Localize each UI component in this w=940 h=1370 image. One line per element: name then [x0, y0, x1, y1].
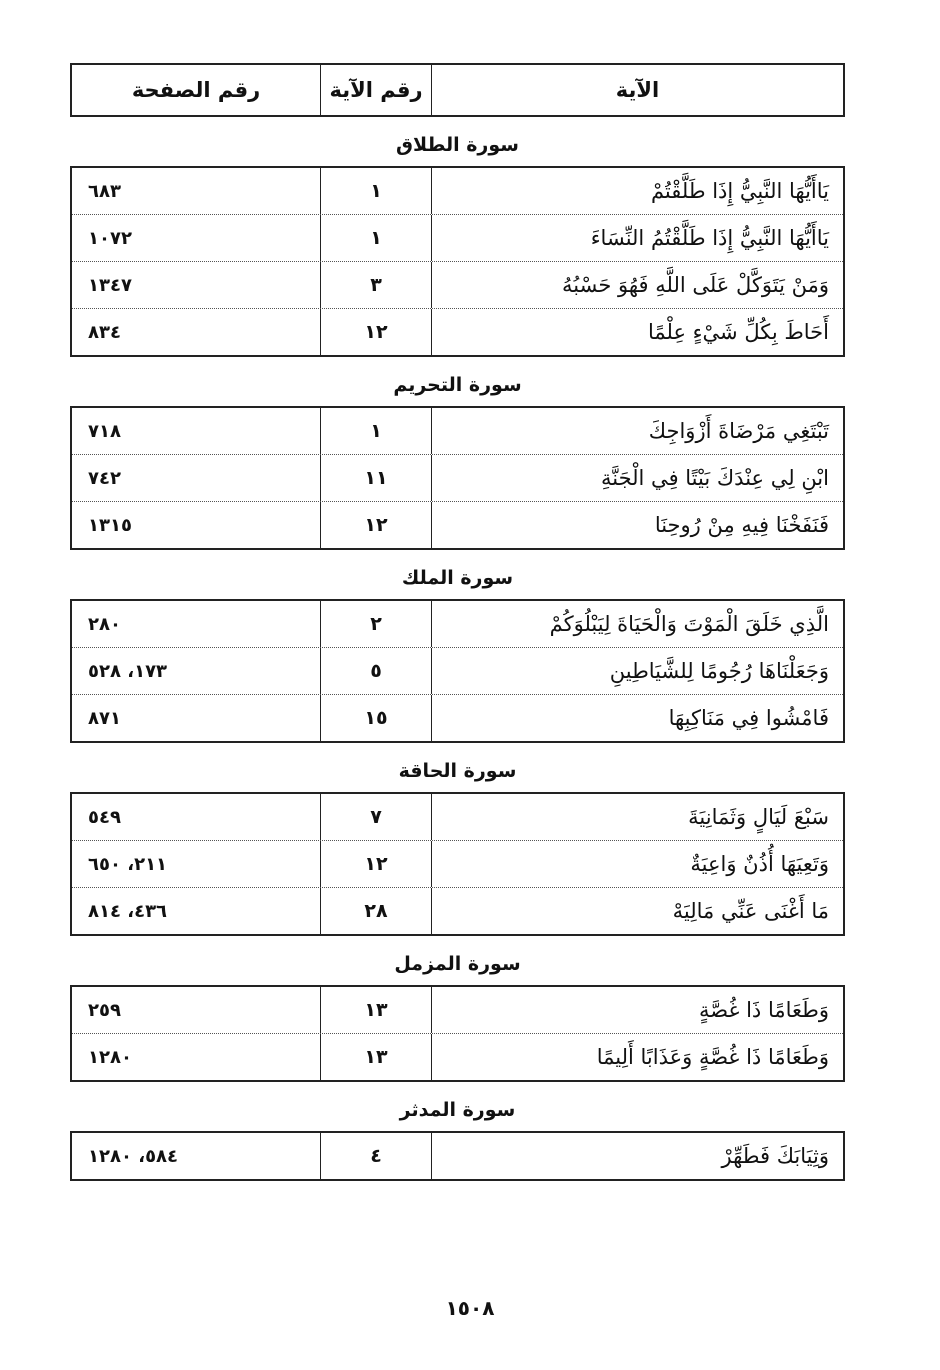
ayah-text: فَنَفَخْنَا فِيهِ مِنْ رُوحِنَا: [654, 513, 829, 537]
ayah-text: الَّذِي خَلَقَ الْمَوْتَ وَالْحَيَاةَ لِيَبْلُوَكُمْ: [549, 612, 829, 636]
ayah-text: أَحَاطَ بِكُلِّ شَيْءٍ عِلْمًا: [647, 320, 829, 344]
page-number: ١٥٠٨: [445, 1296, 495, 1320]
surah-section: [70, 131, 845, 357]
page-reference: ١٣٤٧: [88, 274, 132, 296]
surah-title: سورة الطلاق: [396, 134, 519, 156]
surah-table: [70, 406, 845, 550]
ayah-text: وَمَنْ يَتَوَكَّلْ عَلَى اللَّهِ فَهُوَ حَسْبُهُ: [562, 273, 829, 297]
page-reference: ٤٣٦، ٨١٤: [88, 900, 168, 922]
ayah-number: ٢٨: [320, 888, 432, 934]
ayah-number: ١: [320, 215, 432, 261]
table-row: [72, 840, 843, 887]
table-row: [72, 168, 843, 214]
surah-table: [70, 985, 845, 1082]
ayah-number: ١: [320, 408, 432, 454]
ayah-text: فَامْشُوا فِي مَنَاكِبِهَا: [668, 706, 829, 730]
surah-sections: [70, 131, 845, 1181]
surah-title: سورة المدثر: [399, 1099, 516, 1121]
page-reference: ٦٨٣: [88, 180, 121, 202]
surah-table: [70, 166, 845, 357]
ayah-text: ابْنِ لِي عِنْدَكَ بَيْتًا فِي الْجَنَّةِ: [601, 466, 829, 490]
surah-section: [70, 371, 845, 550]
table-row: [72, 987, 843, 1033]
ayah-number: ١٣: [320, 1034, 432, 1080]
ayah-number: ٥: [320, 648, 432, 694]
page-reference: ٢٨٠: [88, 613, 121, 635]
ayah-number: ١١: [320, 455, 432, 501]
table-row: [72, 408, 843, 454]
ayah-number: ٧: [320, 794, 432, 840]
table-header: [70, 63, 845, 117]
surah-table: [70, 599, 845, 743]
page-reference: ٢٥٩: [88, 999, 121, 1021]
table-row: [72, 601, 843, 647]
table-row: [72, 214, 843, 261]
ayah-number: ٣: [320, 262, 432, 308]
ayah-text: وَجَعَلْنَاهَا رُجُومًا لِلشَّيَاطِينِ: [609, 659, 829, 683]
table-row: [72, 308, 843, 355]
ayah-text: تَبْتَغِي مَرْضَاةَ أَزْوَاجِكَ: [648, 419, 829, 443]
ayah-number: ٢: [320, 601, 432, 647]
surah-section: [70, 950, 845, 1082]
ayah-number: ١٢: [320, 841, 432, 887]
surah-table: [70, 1131, 845, 1181]
header-ayah: الآية: [615, 78, 660, 102]
table-row: [72, 261, 843, 308]
page-reference: ١٣١٥: [88, 514, 132, 536]
table-row: [72, 1033, 843, 1080]
page-reference: ١٧٣، ٥٢٨: [88, 660, 168, 682]
header-page-number: رقم الصفحة: [131, 78, 261, 102]
surah-title: سورة المزمل: [394, 953, 521, 975]
page-reference: ١٠٧٢: [88, 227, 132, 249]
surah-title: سورة التحريم: [393, 374, 522, 396]
ayah-text: وَطَعَامًا ذَا غُصَّةٍ وَعَذَابًا أَلِيمًا: [596, 1045, 829, 1069]
table-row: [72, 647, 843, 694]
ayah-text: مَا أَغْنَى عَنِّي مَالِيَهْ: [672, 899, 829, 923]
page-reference: ٥٤٩: [88, 806, 121, 828]
table-row: [72, 694, 843, 741]
page-reference: ٨٧١: [88, 707, 121, 729]
index-page: [70, 63, 845, 1181]
surah-table: [70, 792, 845, 936]
ayah-number: ١٢: [320, 502, 432, 548]
ayah-text: يَاأَيُّهَا النَّبِيُّ إِذَا طَلَّقْتُمُ النِّسَاءَ: [590, 226, 829, 250]
page-reference: ٨٣٤: [88, 321, 121, 343]
ayah-text: يَاأَيُّهَا النَّبِيُّ إِذَا طَلَّقْتُمْ: [650, 179, 829, 203]
ayah-number: ٤: [320, 1133, 432, 1179]
table-row: [72, 887, 843, 934]
ayah-number: ١٥: [320, 695, 432, 741]
ayah-number: ١٣: [320, 987, 432, 1033]
table-row: [72, 794, 843, 840]
page-reference: ٧٤٢: [88, 467, 121, 489]
table-row: [72, 1133, 843, 1179]
table-row: [72, 501, 843, 548]
ayah-text: وَثِيَابَكَ فَطَهِّرْ: [721, 1144, 829, 1168]
surah-title: سورة الحاقة: [398, 760, 517, 782]
table-row: [72, 454, 843, 501]
surah-section: [70, 564, 845, 743]
ayah-number: ١٢: [320, 309, 432, 355]
ayah-text: وَتَعِيَهَا أُذُنٌ وَاعِيَةٌ: [690, 852, 829, 876]
ayah-number: ١: [320, 168, 432, 214]
page-reference: ٧١٨: [88, 420, 121, 442]
header-ayah-number: رقم الآية: [320, 65, 432, 115]
page-reference: ٥٨٤، ١٢٨٠: [88, 1145, 179, 1167]
surah-section: [70, 1096, 845, 1181]
page-reference: ٢١١، ٦٥٠: [88, 853, 168, 875]
surah-section: [70, 757, 845, 936]
page-reference: ١٢٨٠: [88, 1046, 132, 1068]
ayah-text: سَبْعَ لَيَالٍ وَثَمَانِيَةَ: [688, 805, 829, 829]
ayah-text: وَطَعَامًا ذَا غُصَّةٍ: [698, 998, 829, 1022]
surah-title: سورة الملك: [401, 567, 514, 589]
